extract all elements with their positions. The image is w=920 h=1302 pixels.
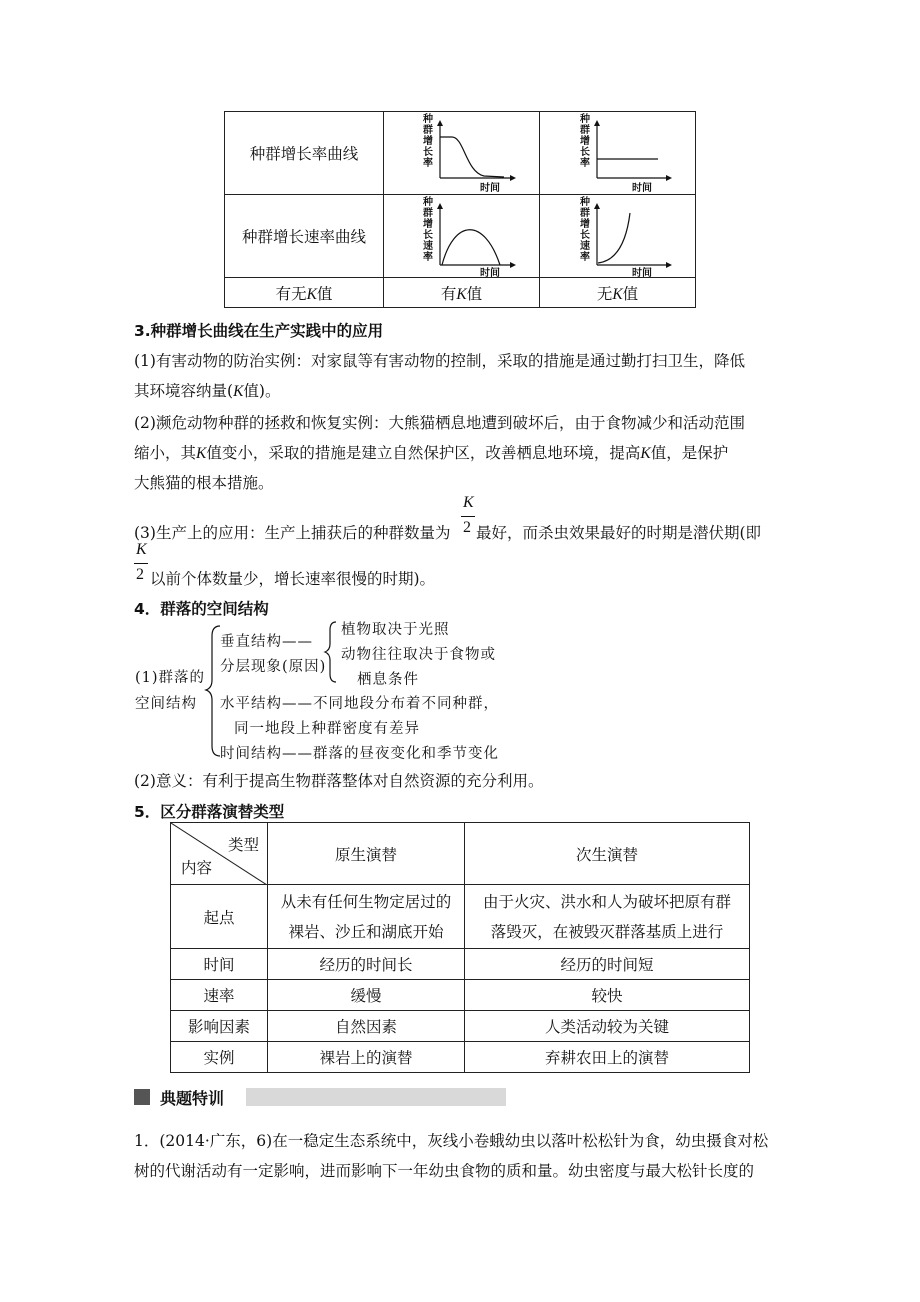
secondary-start: 由于火灾、洪水和人为破坏把原有群 落毁灭，在被毁灭群落基质上进行 — [465, 885, 750, 949]
vertical-structure-line2: 分层现象(原因) — [220, 659, 327, 675]
growth-rate-curve-no-k — [540, 112, 696, 195]
primary-start: 从未有任何生物定居过的 裸岩、沙丘和湖底开始 — [268, 885, 465, 949]
row-label-rate: 速率 — [171, 980, 268, 1011]
primary-example: 裸岩上的演替 — [268, 1042, 465, 1073]
section3-p1-line1: (1)有害动物的防治实例：对家鼠等有害动物的控制，采取的措施是通过勤打扫卫生，降低 — [134, 352, 745, 370]
animal-factor-line2: 栖息条件 — [357, 672, 419, 688]
column-secondary-succession: 次生演替 — [465, 823, 750, 885]
banner-title: 典题特训 — [160, 1089, 225, 1108]
fraction-bar — [461, 516, 475, 517]
axis-label-speed: 种 群 增 长 速 率 — [423, 197, 433, 263]
animal-factor-line1: 动物往往取决于食物或 — [341, 647, 496, 663]
row-label-start: 起点 — [171, 885, 268, 949]
primary-time: 经历的时间长 — [268, 949, 465, 980]
section3-p2-line3: 大熊猫的根本措施。 — [134, 474, 274, 492]
structure-label-line1: (1)群落的 — [135, 670, 206, 686]
question1-line2: 树的代谢活动有一定影响，进而影响下一年幼虫食物的质和量。幼虫密度与最大松针长度的 — [134, 1162, 755, 1180]
section3-p3-pre: (3)生产上的应用：生产上捕获后的种群数量为 — [134, 524, 451, 542]
section3-p1-line2: 其环境容纳量(K值)。 — [134, 382, 281, 400]
no-k-value: 无K值 — [540, 278, 696, 308]
axis-label-rate: 种 群 增 长 率 — [423, 114, 433, 169]
vertical-structure-line1: 垂直结构—— — [220, 634, 313, 650]
axis-label-time: 时间 — [480, 268, 500, 279]
axis-label-speed: 种 群 增 长 速 率 — [580, 197, 590, 263]
corner-type-label: 类型 — [227, 836, 259, 854]
section4-heading: 4．群落的空间结构 — [134, 600, 269, 618]
growth-speed-rising-chart — [540, 195, 695, 277]
fraction-denominator: 2 — [136, 566, 144, 583]
growth-speed-bell-chart — [384, 195, 539, 277]
growth-rate-exponential-chart — [540, 112, 695, 194]
primary-rate: 缓慢 — [268, 980, 465, 1011]
succession-table — [170, 822, 750, 1073]
plant-factor: 植物取决于光照 — [341, 622, 450, 638]
row-label-k-value: 有无K值 — [225, 278, 384, 308]
growth-rate-curve-k — [384, 112, 540, 195]
axis-label-time: 时间 — [632, 183, 652, 194]
axis-label-time: 时间 — [632, 268, 652, 279]
section3-p2-line1: (2)濒危动物种群的拯救和恢复实例：大熊猫栖息地遭到破坏后，由于食物减少和活动范围 — [134, 414, 745, 432]
fraction-numerator: K — [136, 541, 147, 558]
section3-p3-line2: 以前个体数量少，增长速率很慢的时期)。 — [150, 570, 436, 588]
growth-rate-logistic-chart — [384, 112, 539, 194]
row-label-factors: 影响因素 — [171, 1011, 268, 1042]
horizontal-structure-line1: 水平结构——不同地段分布着不同种群， — [220, 696, 499, 712]
table-corner-cell — [171, 823, 268, 885]
fraction-numerator: K — [463, 494, 474, 511]
banner-bar — [246, 1088, 506, 1106]
axis-label-rate: 种 群 增 长 率 — [580, 114, 590, 169]
row-label-example: 实例 — [171, 1042, 268, 1073]
secondary-example: 弃耕农田上的演替 — [465, 1042, 750, 1073]
row-label-time: 时间 — [171, 949, 268, 980]
has-k-value: 有K值 — [384, 278, 540, 308]
row-label-growth-speed: 种群增长速率曲线 — [225, 195, 384, 278]
growth-curve-table — [224, 111, 696, 308]
secondary-factors: 人类活动较为关键 — [465, 1011, 750, 1042]
section3-heading: 3.种群增长曲线在生产实践中的应用 — [134, 322, 384, 340]
growth-speed-curve-k — [384, 195, 540, 278]
secondary-rate: 较快 — [465, 980, 750, 1011]
growth-speed-curve-no-k — [540, 195, 696, 278]
structure-label-line2: 空间结构 — [135, 696, 197, 712]
section3-p3-post: 最好，而杀虫效果最好的时期是潜伏期(即 — [476, 524, 762, 542]
section5-heading: 5．区分群落演替类型 — [134, 803, 285, 821]
question1-line1: 1．(2014·广东，6)在一稳定生态系统中，灰线小卷蛾幼虫以落叶松松针为食，幼虫摄食对松 — [134, 1132, 769, 1150]
section4-meaning: (2)意义：有利于提高生物群落整体对自然资源的充分利用。 — [134, 772, 544, 790]
fraction-denominator: 2 — [463, 519, 471, 536]
horizontal-structure-line2: 同一地段上种群密度有差异 — [234, 721, 420, 737]
fraction-bar — [134, 563, 148, 564]
banner-square-icon — [134, 1089, 150, 1105]
section3-p2-line2: 缩小，其K值变小，采取的措施是建立自然保护区，改善栖息地环境，提高K值，是保护 — [134, 444, 729, 462]
primary-factors: 自然因素 — [268, 1011, 465, 1042]
column-primary-succession: 原生演替 — [268, 823, 465, 885]
row-label-growth-rate: 种群增长率曲线 — [225, 112, 384, 195]
axis-label-time: 时间 — [480, 183, 500, 194]
secondary-time: 经历的时间短 — [465, 949, 750, 980]
corner-content-label: 内容 — [181, 859, 213, 877]
temporal-structure: 时间结构——群落的昼夜变化和季节变化 — [220, 746, 499, 762]
